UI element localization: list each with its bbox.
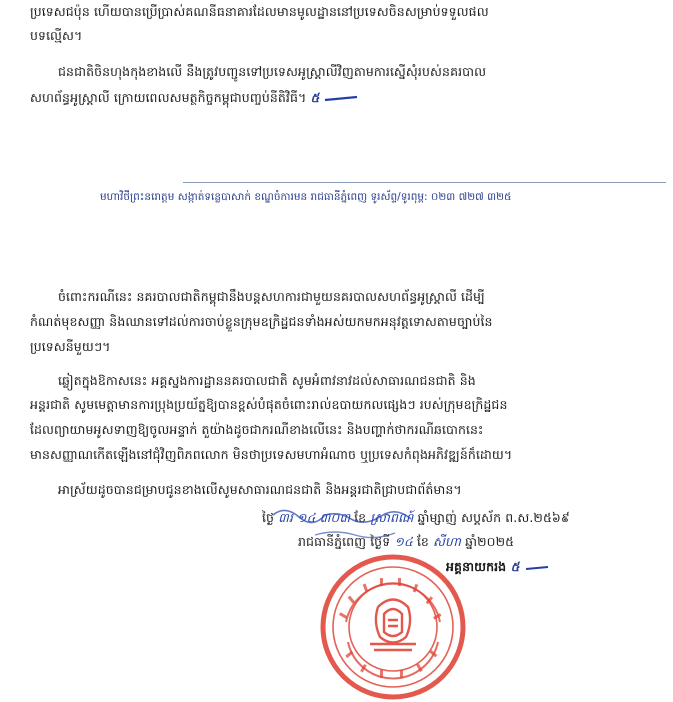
date-label: ឆ្នាំ២០២៥ bbox=[465, 534, 515, 549]
body-text-line: មានសញ្ញាណកើតឡើងនៅជុំវិញពិភពលោក មិនថាប្រទេសមហាអំណាច ឬប្រទេសកំពុងអភិវឌ្ឍន៍ក៏ដោយ។ bbox=[30, 447, 513, 462]
initial-stroke-icon bbox=[323, 94, 359, 104]
body-text-line: ជនជាតិចិនហុងកុងខាងលើ នឹងត្រូវបញ្ជូនទៅប្រទេសអូស្ត្រាលីវិញតាមការស្នើសុំរបស់នគរបាល bbox=[58, 64, 487, 79]
date-label: ខែ bbox=[354, 510, 367, 525]
footer-divider bbox=[183, 182, 666, 183]
handwritten-date: ៣រ ១៤ ៣០៣ bbox=[278, 510, 351, 525]
signatory-label: អគ្គនាយករង bbox=[446, 559, 507, 574]
body-text-line: អន្តរជាតិ សូមមេត្តាមានការប្រុងប្រយ័ត្នឱ្យបានខ្ពស់បំផុតចំពោះរាល់ឧបាយកលផ្សេងៗ របស់ក្រុមឧក្រិដ្ឋជន bbox=[30, 397, 508, 412]
body-text-line: ប្រទេសជប៉ុន ហើយបានប្រើប្រាស់គណនីធនាគារដែលមានមូលដ្ឋាននៅប្រទេសចិនសម្រាប់ទទួលផល bbox=[30, 4, 489, 19]
handwritten-month: ស្រាពណ៍ bbox=[370, 510, 414, 525]
body-text-line: ឆ្លៀតក្នុងឱកាសនេះ អគ្គស្នងការដ្ឋាននគរបាលជាតិ សូមអំពាវនាវដល់សាធារណជនជាតិ និង bbox=[58, 373, 476, 388]
handwritten-month: សីហា bbox=[433, 534, 462, 549]
body-text-line: ប្រទេសនីមួយៗ។ bbox=[30, 339, 111, 354]
date-label: ខែ bbox=[416, 534, 429, 549]
official-seal-icon bbox=[318, 552, 468, 702]
body-text: សហព័ន្ធអូស្ត្រាលី ក្រោយពេលសមត្ថកិច្ចកម្ពុជាបញ្ចប់នីតិវិធី។ bbox=[30, 90, 307, 105]
handwritten-day: ១៤ bbox=[394, 534, 413, 549]
body-text-line: អាស្រ័យដូចបានជម្រាបជូនខាងលើសូមសាធារណជនជាតិ និងអន្តរជាតិជ្រាបជាព័ត៌មាន។ bbox=[58, 482, 462, 497]
handwritten-mark: ៥ bbox=[310, 90, 320, 105]
body-text-line: បទល្មើស។ bbox=[30, 28, 83, 43]
initial-stroke-icon bbox=[524, 564, 550, 572]
body-text-line: ដែលព្យាយាមអូសទាញឱ្យចូលអន្ទាក់ តួយ៉ាងដូចជាករណីខាងលើនេះ និងបញ្ហាក់ថាករណីឆបោកនេះ bbox=[30, 422, 484, 437]
body-text-line bbox=[30, 89, 359, 107]
body-text-line: ចំពោះករណីនេះ នគរបាលជាតិកម្ពុជានឹងបន្តសហការជាមួយនគរបាលសហព័ន្ធអូស្ត្រាលី ដើម្បី bbox=[58, 289, 485, 304]
signature-scribble-icon bbox=[255, 505, 470, 545]
signatory-mark: ៥ bbox=[510, 559, 520, 574]
date-label: ឆ្នាំម្សាញ់ សប្តស័ក ព.ស.២៥៦៩ bbox=[417, 510, 570, 525]
body-text-line: កំណត់មុខសញ្ញា និងឈានទៅដល់ការចាប់ខ្លួនក្រុមឧក្រិដ្ឋជនទាំងអស់យកមកអនុវត្តទោសតាមច្បាប់នៃ bbox=[30, 314, 493, 329]
footer-address: មហាវិថីព្រះនរោត្តម សង្កាត់ទន្លេបាសាក់ ខណ្ឌចំការមន រាជធានីភ្នំពេញ ទូរស័ព្ទ/ទូរពុម្ព: ០២៣ ៧២៧ ៣២៥ bbox=[100, 191, 512, 203]
date-label: ថ្ងៃ bbox=[262, 510, 275, 525]
date-label: រាជធានីភ្នំពេញ ថ្ងៃទី bbox=[298, 534, 391, 549]
